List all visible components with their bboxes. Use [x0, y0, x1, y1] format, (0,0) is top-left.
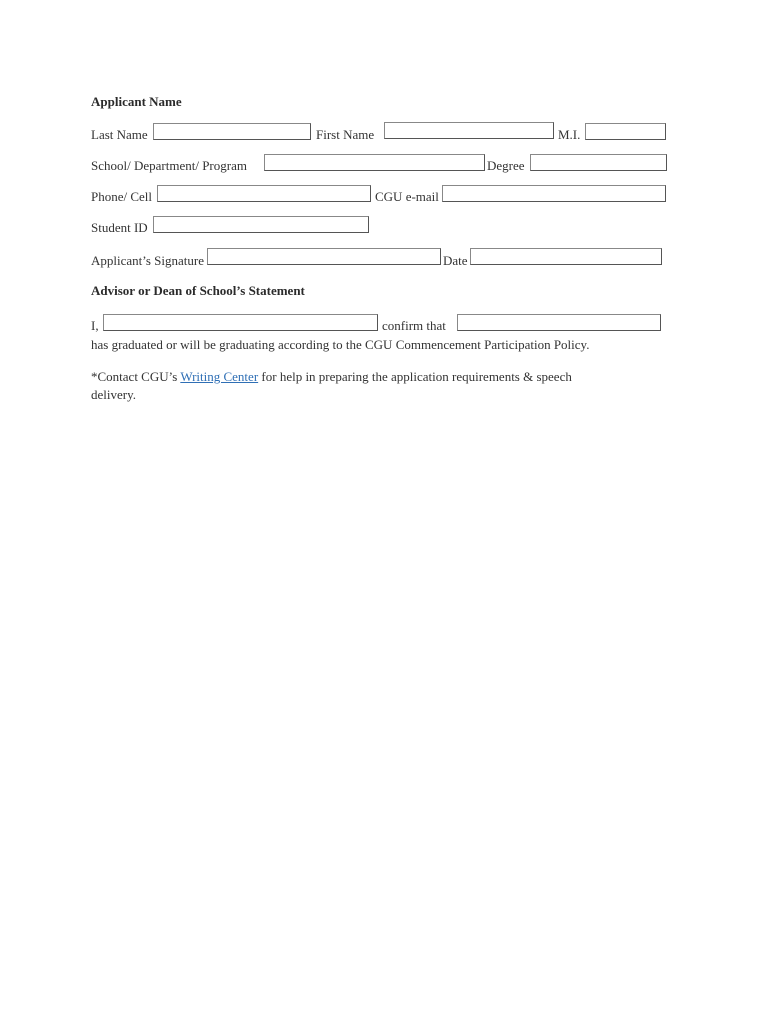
first-name-field[interactable] [384, 122, 554, 139]
email-label: CGU e-mail [375, 189, 439, 204]
writing-center-link[interactable]: Writing Center [180, 369, 259, 384]
signature-field[interactable] [207, 248, 441, 265]
student-id-label: Student ID [91, 220, 148, 235]
last-name-field[interactable] [153, 123, 311, 140]
graduation-statement: has graduated or will be graduating according to the CGU Commencement Participation Policy. [91, 337, 590, 352]
mi-field[interactable] [585, 123, 666, 140]
advisor-statement-heading: Advisor or Dean of School’s Statement [91, 283, 305, 298]
note-prefix: *Contact CGU’s [91, 369, 181, 384]
date-label: Date [443, 253, 468, 268]
writing-center-note-line2: delivery. [91, 387, 136, 402]
degree-field[interactable] [530, 154, 667, 171]
phone-label: Phone/ Cell [91, 189, 153, 204]
applicant-name-heading: Applicant Name [91, 94, 182, 109]
advisor-name-field[interactable] [103, 314, 378, 331]
program-label: School/ Department/ Program [91, 158, 247, 173]
degree-label: Degree [487, 158, 525, 173]
confirmed-student-field[interactable] [457, 314, 661, 331]
confirm-that-label: confirm that [382, 318, 446, 333]
note-suffix: for help in preparing the application requirements & speech [258, 369, 572, 384]
date-field[interactable] [470, 248, 662, 265]
phone-field[interactable] [157, 185, 371, 202]
email-field[interactable] [442, 185, 666, 202]
mi-label: M.I. [558, 127, 581, 142]
program-field[interactable] [264, 154, 485, 171]
last-name-label: Last Name [91, 127, 148, 142]
advisor-i-label: I, [91, 318, 99, 333]
signature-label: Applicant’s Signature [91, 253, 205, 268]
writing-center-note-line1 [91, 368, 572, 386]
student-id-field[interactable] [153, 216, 369, 233]
first-name-label: First Name [316, 127, 375, 142]
